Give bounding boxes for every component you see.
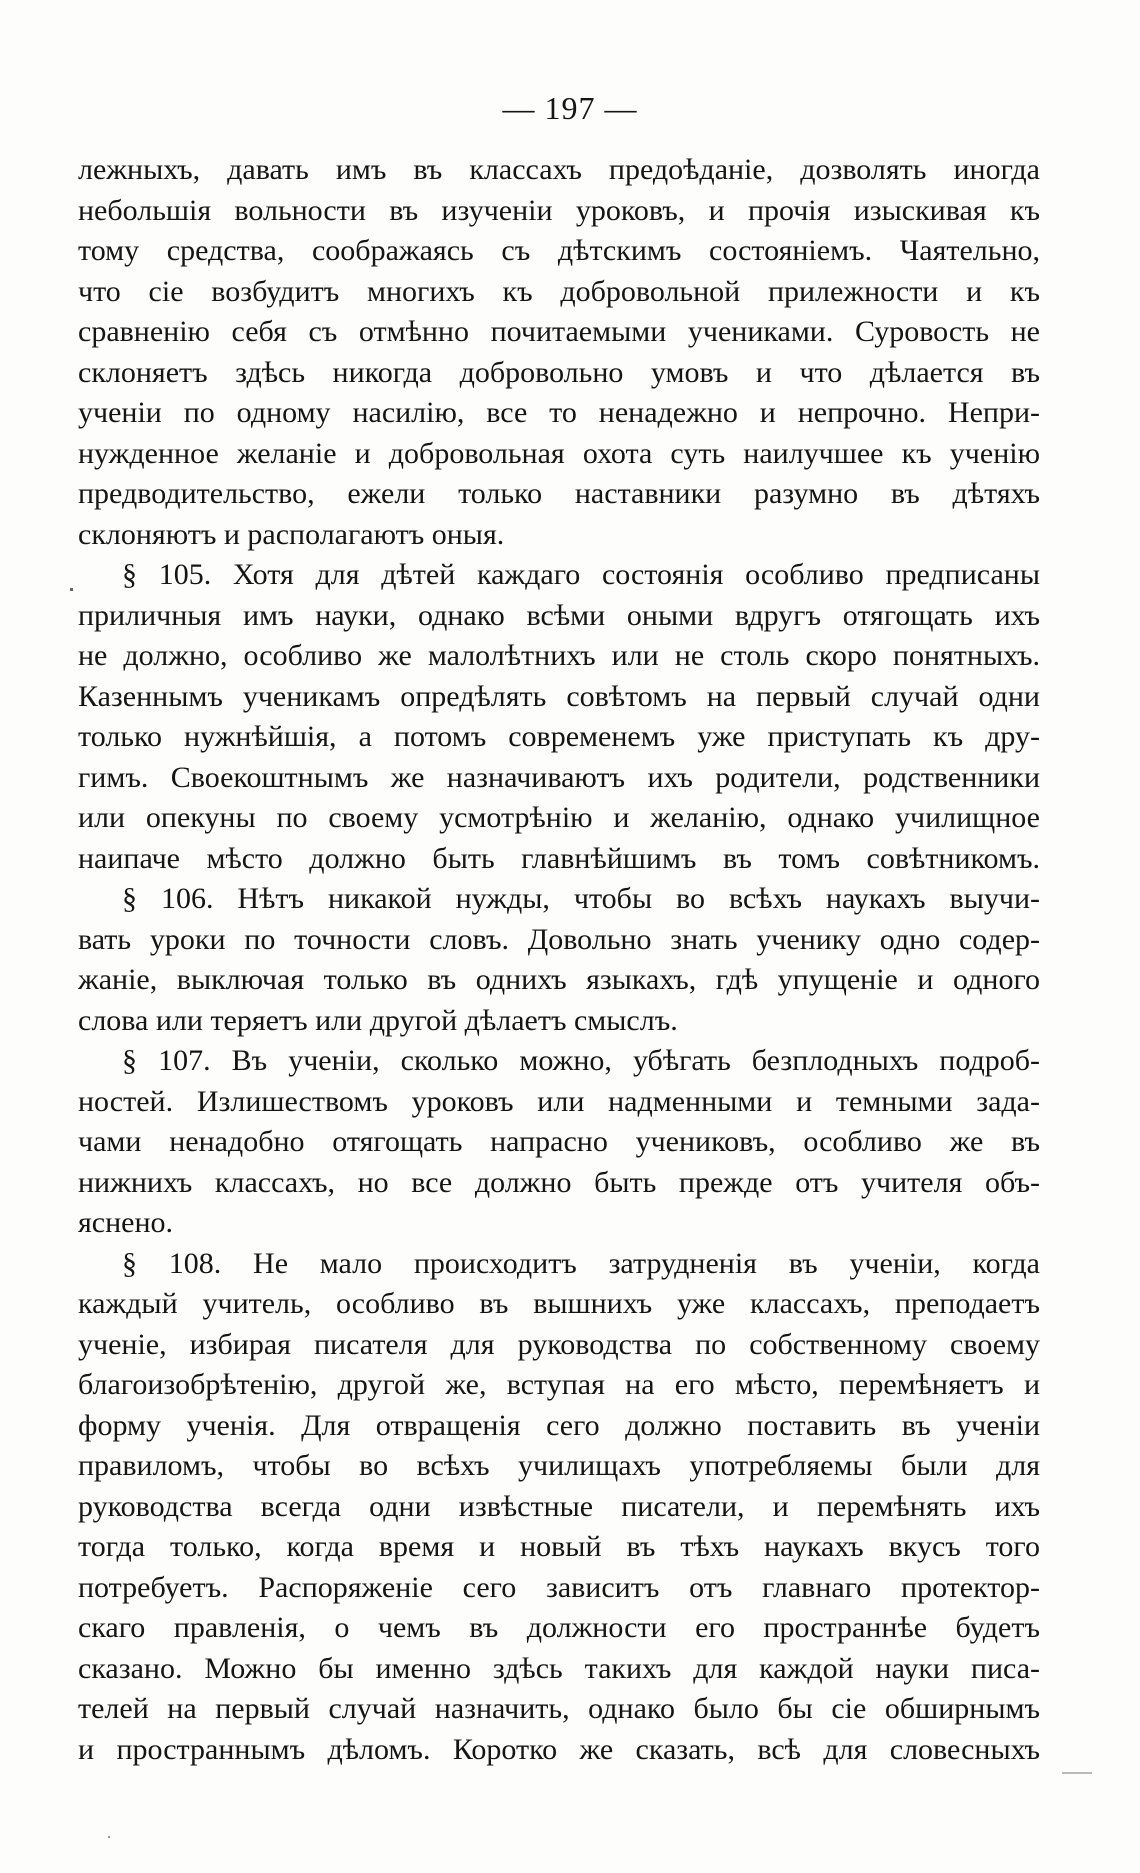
text-line: вать уроки по точности словъ. Довольно знать ученику одно содер- <box>78 922 1040 956</box>
text-line: § 105. Хотя для дѣтей каждаго состоянія особливо предписаны <box>122 558 1040 591</box>
text-line: благоизобрѣтенію, другой же, вступая на его мѣсто, перемѣняетъ и <box>78 1368 1040 1401</box>
text-line: наипаче мѣсто должно быть главнѣйшимъ въ томъ совѣтникомъ. <box>78 841 1040 875</box>
text-line: каждый учитель, особливо въ вышнихъ уже классахъ, преподаетъ <box>78 1287 1040 1320</box>
text-line: ученіе, избирая писателя для руководства по собственному своему <box>78 1327 1040 1361</box>
text-line: телей на первый случай назначить, однако было бы сіе обширнымъ <box>78 1692 1040 1725</box>
scan-smudge <box>1062 1772 1092 1774</box>
text-line: нужденное желаніе и добровольная охота суть наилучшее къ ученію <box>78 436 1040 470</box>
text-line: потребуетъ. Распоряженіе сего зависитъ отъ главнаго протектор- <box>78 1570 1040 1604</box>
text-line: и пространнымъ дѣломъ. Коротко же сказать, всѣ для словесныхъ <box>78 1732 1040 1766</box>
text-line: § 108. Не мало происходитъ затрудненія въ ученіи, когда <box>122 1246 1040 1280</box>
text-line: склоняютъ и располагаютъ оныя. <box>78 517 505 551</box>
text-line: лежныхъ, давать имъ въ классахъ предоѣданіе, дозволять иногда <box>78 153 1040 186</box>
text-line: тому средства, соображаясь съ дѣтскимъ состояніемъ. Чаятельно, <box>78 234 1040 267</box>
text-line: что сіе возбудитъ многихъ къ добровольной прилежности и къ <box>78 274 1040 308</box>
page-number: — 197 — <box>502 90 638 126</box>
text-line: не должно, особливо же малолѣтнихъ или не столь скоро понятныхъ. <box>78 639 1040 672</box>
text-line: нижнихъ классахъ, но все должно быть прежде отъ учителя объ- <box>78 1165 1040 1199</box>
text-line: яснено. <box>78 1206 174 1239</box>
text-line: чами ненадобно отягощать напрасно учениковъ, особливо же въ <box>78 1125 1040 1158</box>
text-line: § 107. Въ ученіи, сколько можно, убѣгать безплодныхъ подроб- <box>122 1044 1040 1077</box>
text-line: сравненію себя съ отмѣнно почитаемыми учениками. Суровость не <box>78 315 1040 348</box>
body-text <box>78 150 1040 1770</box>
text-line: или опекуны по своему усмотрѣнію и желанію, однако училищное <box>78 801 1040 834</box>
scan-speck <box>108 1836 110 1838</box>
text-line: слова или теряетъ или другой дѣлаетъ смыслъ. <box>78 1003 678 1037</box>
text-line: § 106. Нѣтъ никакой нужды, чтобы во всѣхъ наукахъ выучи- <box>122 882 1040 915</box>
scan-speck <box>70 588 73 591</box>
text-line: ученіи по одному насилію, все то ненадежно и непрочно. Непри- <box>78 396 1040 429</box>
text-line: руководства всегда одни извѣстные писатели, и перемѣнять ихъ <box>78 1489 1040 1523</box>
text-line: только нужнѣйшія, а потомъ современемъ уже приступать къ дру- <box>78 720 1040 753</box>
text-line: скаго правленія, о чемъ въ должности его пространнѣе будетъ <box>78 1611 1040 1644</box>
text-line: предводительство, ежели только наставники разумно въ дѣтяхъ <box>78 477 1040 510</box>
text-line: склоняетъ здѣсь никогда добровольно умовъ и что дѣлается въ <box>78 355 1040 389</box>
text-line: тогда только, когда время и новый въ тѣхъ наукахъ вкусъ того <box>78 1530 1040 1563</box>
text-line: форму ученія. Для отвращенія сего должно поставить въ ученіи <box>78 1408 1040 1442</box>
text-line: Казеннымъ ученикамъ опредѣлять совѣтомъ на первый случай одни <box>78 679 1040 713</box>
text-line: сказано. Можно бы именно здѣсь такихъ для каждой науки писа- <box>78 1651 1040 1685</box>
text-line: правиломъ, чтобы во всѣхъ училищахъ употребляемы были для <box>78 1449 1040 1482</box>
text-line: небольшія вольности въ изученіи уроковъ, и прочія изыскивая къ <box>78 193 1040 227</box>
text-line: гимъ. Своекоштнымъ же назначиваютъ ихъ родители, родственники <box>78 760 1040 794</box>
text-line: жаніе, выключая только въ однихъ языкахъ, гдѣ упущеніе и одного <box>78 963 1040 996</box>
text-line: ностей. Излишествомъ уроковъ или надменными и темными зада- <box>78 1084 1040 1118</box>
text-line: приличныя имъ науки, однако всѣми оными вдругъ отягощать ихъ <box>78 598 1040 632</box>
